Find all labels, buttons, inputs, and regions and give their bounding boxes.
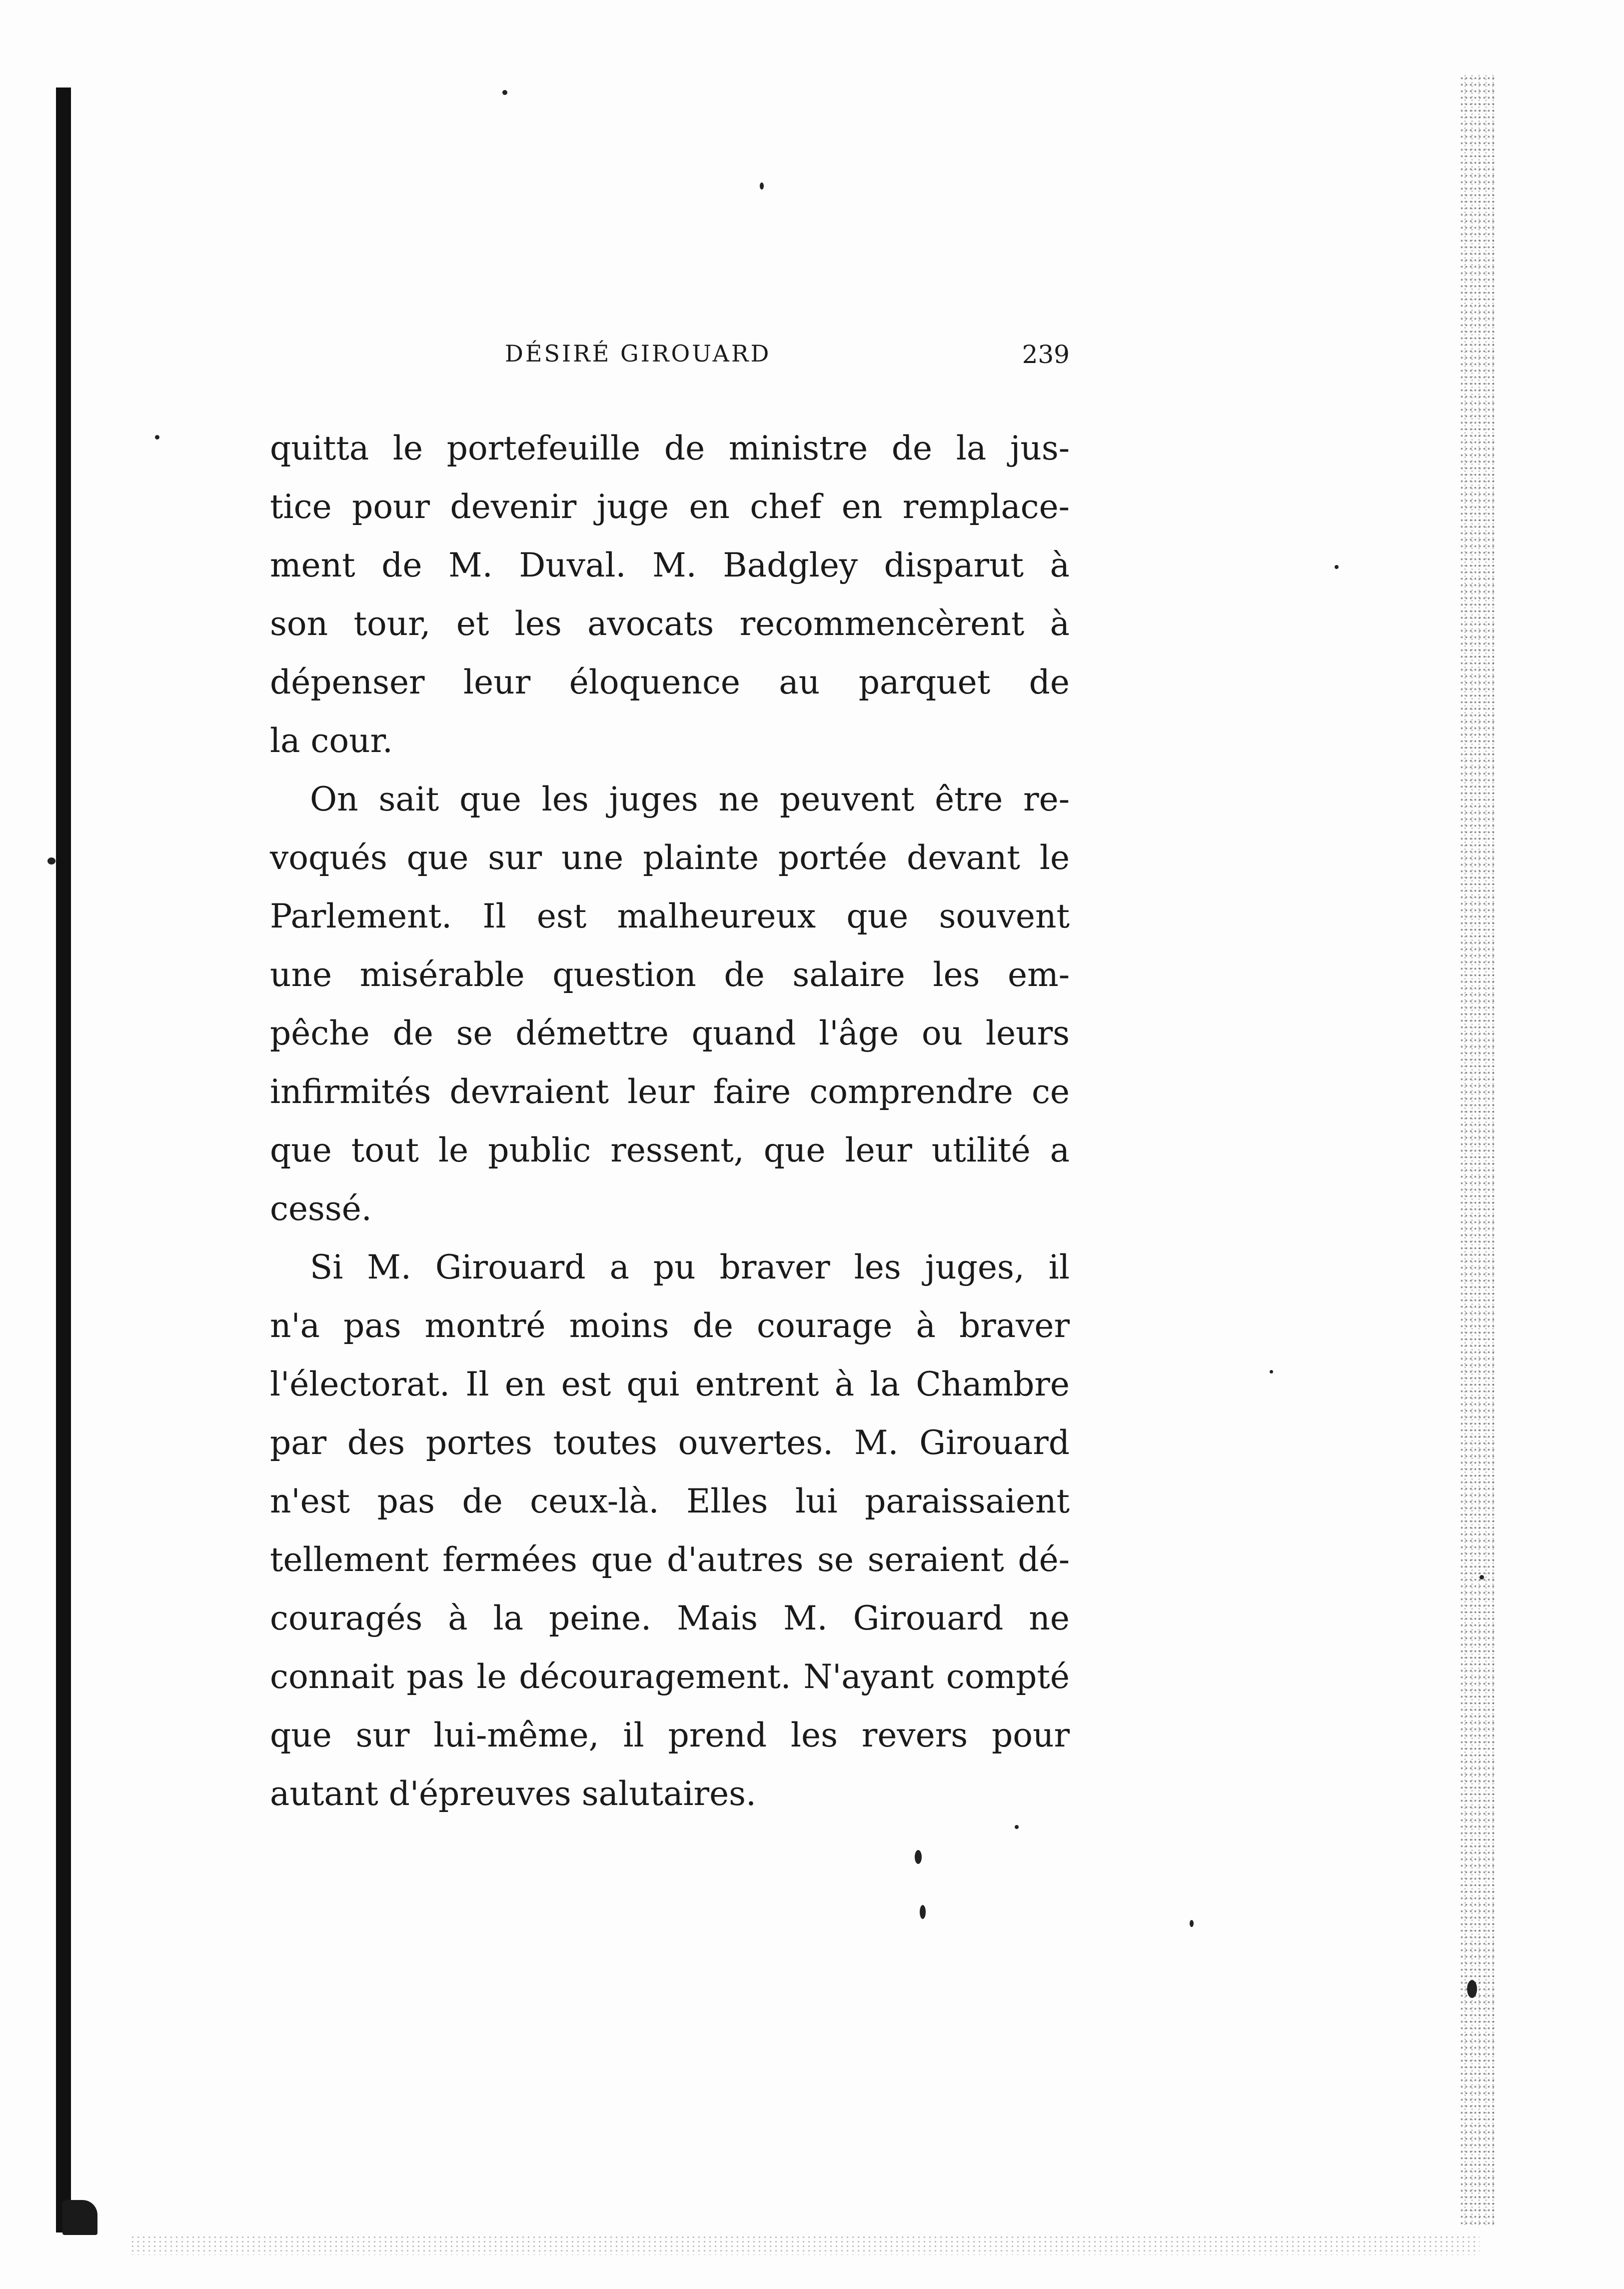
text-line: Si M. Girouard a pu braver les juges, il bbox=[310, 1248, 1070, 1286]
text-line: une misérable question de salaire les em- bbox=[270, 956, 1070, 994]
scan-speck bbox=[502, 90, 507, 95]
text-line: tice pour devenir juge en chef en remplace- bbox=[270, 488, 1070, 526]
speckled-page-edge bbox=[1460, 75, 1495, 2225]
text-line: par des portes toutes ouvertes. M. Girouard bbox=[270, 1424, 1070, 1462]
text-line: On sait que les juges ne peuvent être re- bbox=[310, 780, 1070, 818]
scan-speck bbox=[1480, 1575, 1484, 1580]
scan-speck bbox=[920, 1905, 926, 1919]
running-title: DÉSIRÉ GIROUARD bbox=[505, 340, 771, 367]
text-line: que tout le public ressent, que leur utilité a bbox=[270, 1131, 1070, 1170]
binding-edge bbox=[56, 88, 71, 2232]
binding-corner-mark bbox=[62, 2200, 97, 2235]
scan-speck bbox=[1015, 1825, 1019, 1829]
text-line: n'est pas de ceux-là. Elles lui paraissaient bbox=[270, 1482, 1070, 1520]
text-line: ment de M. Duval. M. Badgley disparut à bbox=[270, 546, 1070, 584]
paragraph-3 bbox=[270, 1238, 1070, 1823]
text-line: l'électorat. Il en est qui entrent à la Chambre bbox=[270, 1365, 1070, 1404]
text-line: quitta le portefeuille de ministre de la jus- bbox=[270, 429, 1070, 468]
scan-speck bbox=[1467, 1980, 1477, 1998]
paragraph-1 bbox=[270, 419, 1070, 770]
text-line: que sur lui-même, il prend les revers pour bbox=[270, 1716, 1070, 1754]
scan-speck bbox=[155, 435, 159, 440]
text-line: autant d'épreuves salutaires. bbox=[270, 1774, 757, 1813]
text-line: n'a pas montré moins de courage à braver bbox=[270, 1306, 1070, 1345]
text-line: pêche de se démettre quand l'âge ou leurs bbox=[270, 1014, 1070, 1052]
scan-speck bbox=[1335, 565, 1339, 569]
text-line: connait pas le découragement. N'ayant compté bbox=[270, 1658, 1070, 1696]
paragraph-2 bbox=[270, 770, 1070, 1238]
scan-speck bbox=[1190, 1920, 1194, 1927]
scan-speck bbox=[760, 182, 764, 190]
body-text bbox=[270, 419, 1070, 1823]
text-line: cessé. bbox=[270, 1190, 372, 1228]
text-line: couragés à la peine. Mais M. Girouard ne bbox=[270, 1599, 1070, 1638]
scan-speck bbox=[915, 1850, 922, 1864]
scan-speck bbox=[47, 858, 55, 864]
speckled-bottom-edge bbox=[130, 2235, 1480, 2255]
running-header bbox=[270, 340, 1070, 380]
text-line: infirmités devraient leur faire comprendre ce bbox=[270, 1072, 1070, 1111]
page-number: 239 bbox=[1022, 340, 1070, 369]
scan-speck bbox=[1270, 1370, 1273, 1374]
text-line: dépenser leur éloquence au parquet de bbox=[270, 663, 1070, 702]
text-line: tellement fermées que d'autres se seraient dé- bbox=[270, 1540, 1070, 1579]
text-line: son tour, et les avocats recommencèrent à bbox=[270, 604, 1070, 643]
text-line: la cour. bbox=[270, 722, 393, 760]
text-line: voqués que sur une plainte portée devant le bbox=[270, 838, 1070, 877]
text-line: Parlement. Il est malheureux que souvent bbox=[270, 897, 1070, 936]
